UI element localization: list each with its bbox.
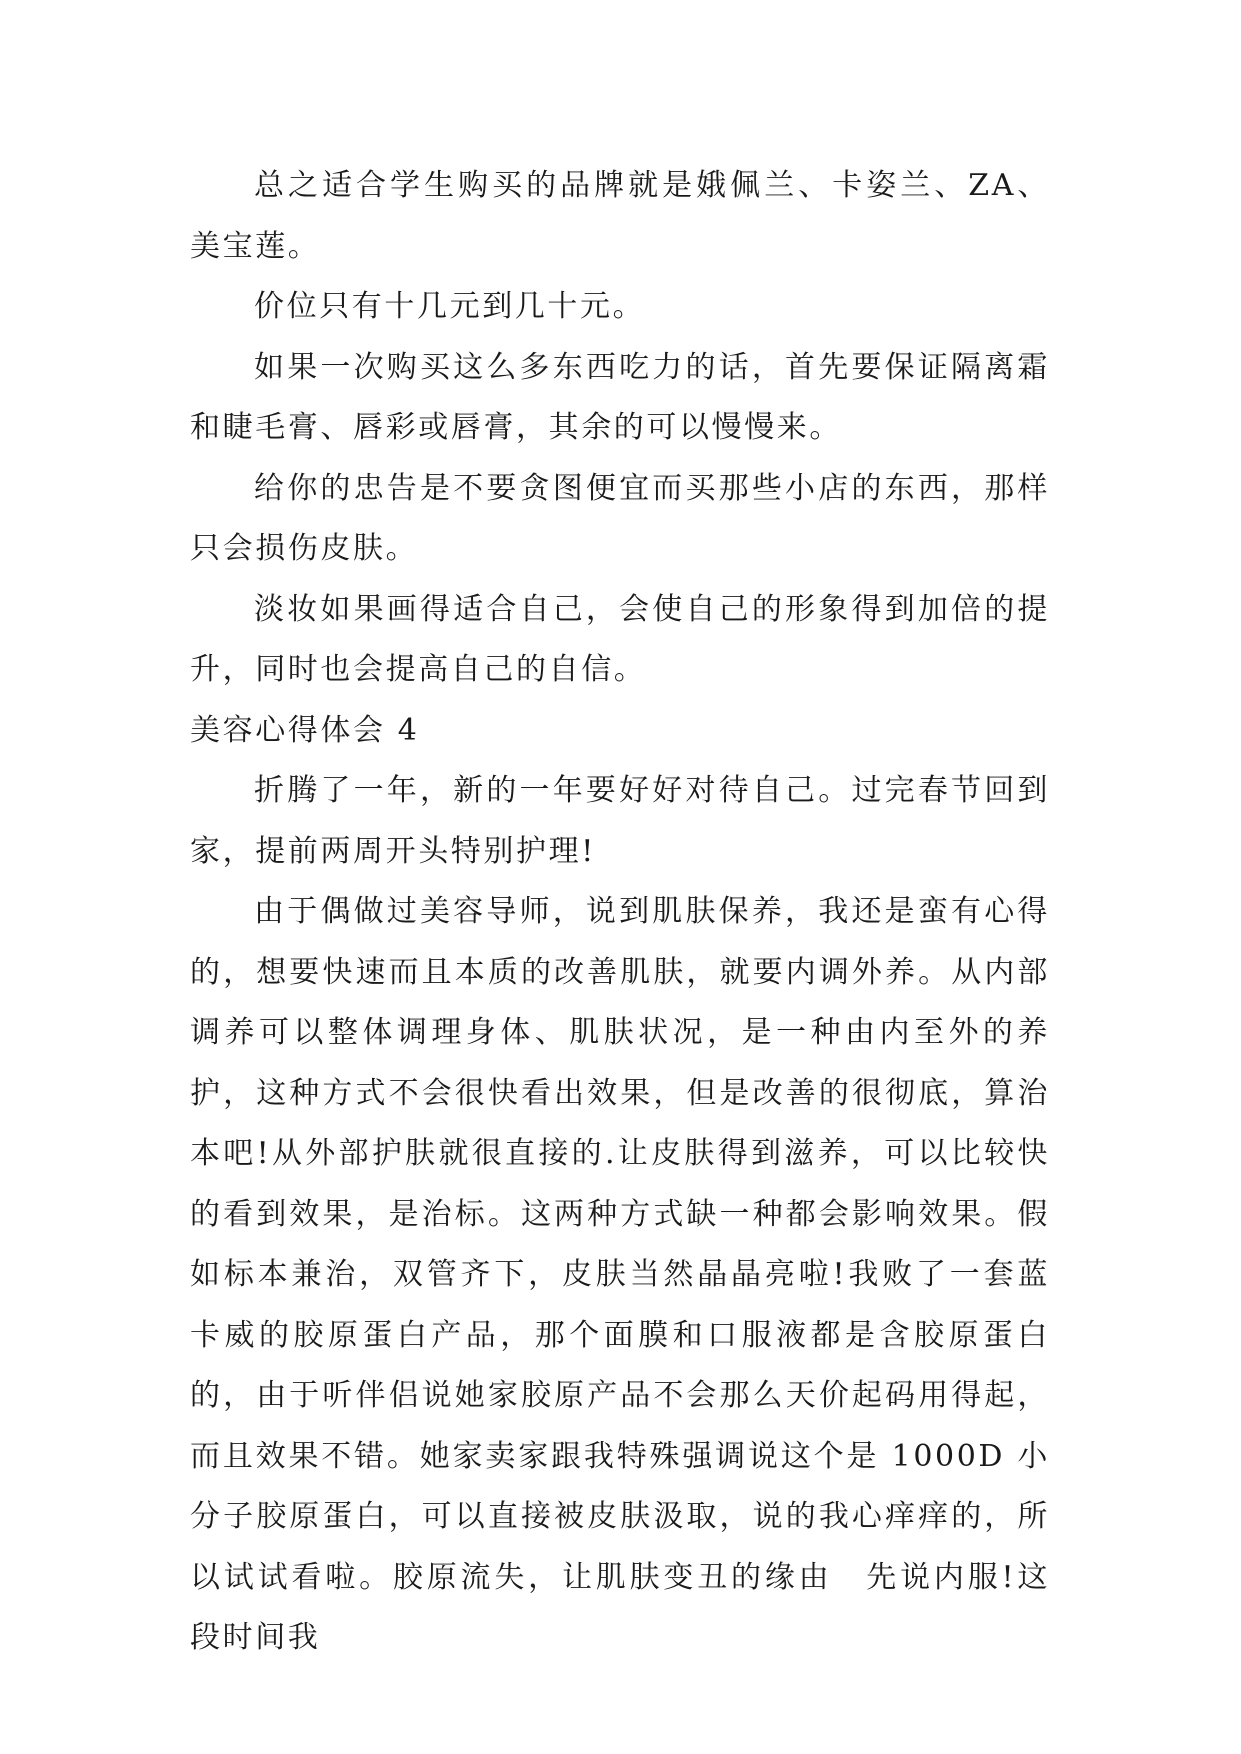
document-body	[190, 156, 1050, 1669]
paragraph-skincare: 由于偶做过美容导师，说到肌肤保养，我还是蛮有心得的，想要快速而且本质的改善肌肤，就要内调外养。从内部调养可以整体调理身体、肌肤状况，是一种由内至外的养护，这种方式不会很快看出效果，但是改善的很彻底，算治本吧!从外部护肤就很直接的.让皮肤得到滋养，可以比较快的看到效果，是治标。这两种方式缺一种都会影响效果。假如标本兼治，双管齐下，皮肤当然晶晶亮啦!我败了一套蓝卡威的胶原蛋白产品，那个面膜和口服液都是含胶原蛋白的，由于听伴侣说她家胶原产品不会那么天价起码用得起，而且效果不错。她家卖家跟我特殊强调说这个是 1000D 小分子胶原蛋白，可以直接被皮肤汲取，说的我心痒痒的，所以试试看啦。胶原流失，让肌肤变丑的缘由 先说内服!这段时间我	[190, 894, 1050, 1655]
paragraph-makeup: 淡妆如果画得适合自己，会使自己的形象得到加倍的提升，同时也会提高自己的自信。	[190, 591, 1050, 687]
paragraph-new-year: 折腾了一年，新的一年要好好对待自己。过完春节回到家，提前两周开头特别护理!	[190, 773, 1050, 869]
paragraph-advice: 给你的忠告是不要贪图便宜而买那些小店的东西，那样只会损伤皮肤。	[190, 470, 1050, 566]
paragraph-brands: 总之适合学生购买的品牌就是娥佩兰、卡姿兰、ZA、美宝莲。	[190, 168, 1050, 264]
paragraph-price: 价位只有十几元到几十元。	[254, 289, 646, 324]
section-heading: 美容心得体会 4	[190, 712, 420, 748]
paragraph-priority: 如果一次购买这么多东西吃力的话，首先要保证隔离霜和睫毛膏、唇彩或唇膏，其余的可以慢慢来。	[190, 349, 1050, 445]
